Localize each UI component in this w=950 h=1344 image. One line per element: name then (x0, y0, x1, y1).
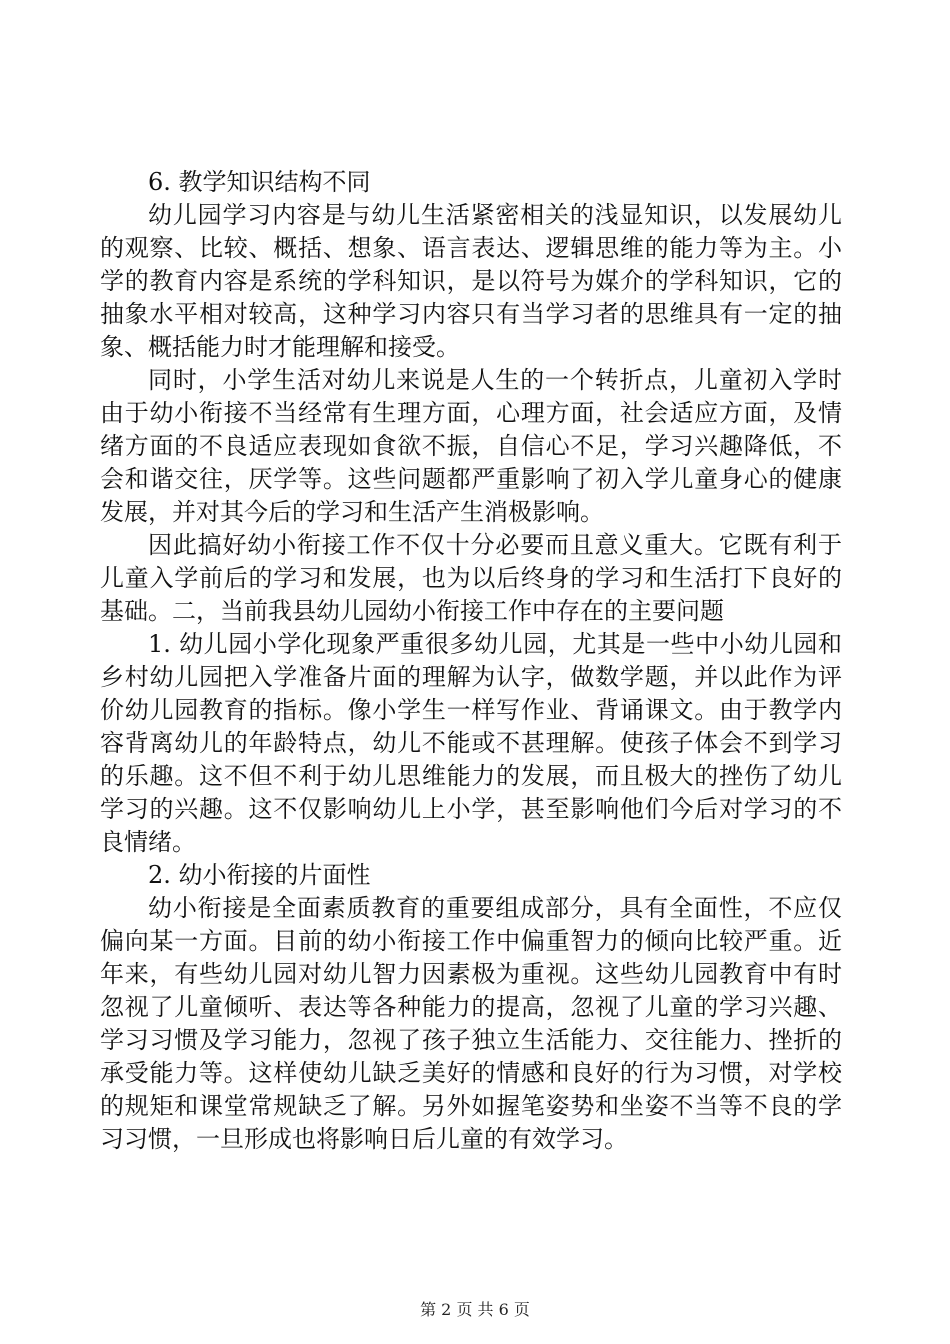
section-heading-2: 2. 幼小衔接的片面性 (148, 861, 371, 889)
page-footer: 第 2 页 共 6 页 (420, 1300, 530, 1319)
paragraph-one-sidedness: 幼小衔接是全面素质教育的重要组成部分，具有全面性，不应仅偏向某一方面。目前的幼小衔接工作中偏重智力的倾向比较严重。近年来，有些幼儿园对幼儿智力因素极为重视。这些幼儿园教育中有时忽视了儿童倾听、表达等各种能力的提高，忽视了儿童的学习兴趣、学习习惯及学习能力，忽视了孩子独立生活能力、交往能力、挫折的承受能力等。这样使幼儿缺乏美好的情感和良好的行为习惯，对学校的规矩和课堂常规缺乏了解。另外如握笔姿势和坐姿不当等不良的学习习惯，一旦形成也将影响日后儿童的有效学习。 (100, 894, 842, 1153)
paragraph-content-knowledge: 幼儿园学习内容是与幼儿生活紧密相关的浅显知识，以发展幼儿的观察、比较、概括、想象、语言表达、逻辑思维的能力等为主。小学的教育内容是系统的学科知识，是以符号为媒介的学科知识，它的抽象水平相对较高，这种学习内容只有当学习者的思维具有一定的抽象、概括能力时才能理解和接受。 (100, 201, 842, 361)
paragraph-problem-1: 1. 幼儿园小学化现象严重很多幼儿园，尤其是一些中小幼儿园和乡村幼儿园把入学准备片面的理解为认字，做数学题，并以此作为评价幼儿园教育的指标。像小学生一样写作业、背诵课文。由于教学内容背离幼儿的年龄特点，幼儿不能或不甚理解。使孩子体会不到学习的乐趣。这不但不利于幼儿思维能力的发展，而且极大的挫伤了幼儿学习的兴趣。这不仅影响幼儿上小学，甚至影响他们今后对学习的不良情绪。 (100, 630, 842, 856)
document-body (100, 166, 842, 1156)
paragraph-turning-point: 同时，小学生活对幼儿来说是人生的一个转折点，儿童初入学时由于幼小衔接不当经常有生理方面，心理方面，社会适应方面，及情绪方面的不良适应表现如食欲不振，自信心不足，学习兴趣降低，不会和谐交往，厌学等。这些问题都严重影响了初入学儿童身心的健康发展，并对其今后的学习和生活产生消极影响。 (100, 366, 842, 526)
section-heading-6: 6. 教学知识结构不同 (148, 168, 371, 196)
paragraph-significance: 因此搞好幼小衔接工作不仅十分必要而且意义重大。它既有利于儿童入学前后的学习和发展，也为以后终身的学习和生活打下良好的基础。二，当前我县幼儿园幼小衔接工作中存在的主要问题 (100, 531, 842, 625)
